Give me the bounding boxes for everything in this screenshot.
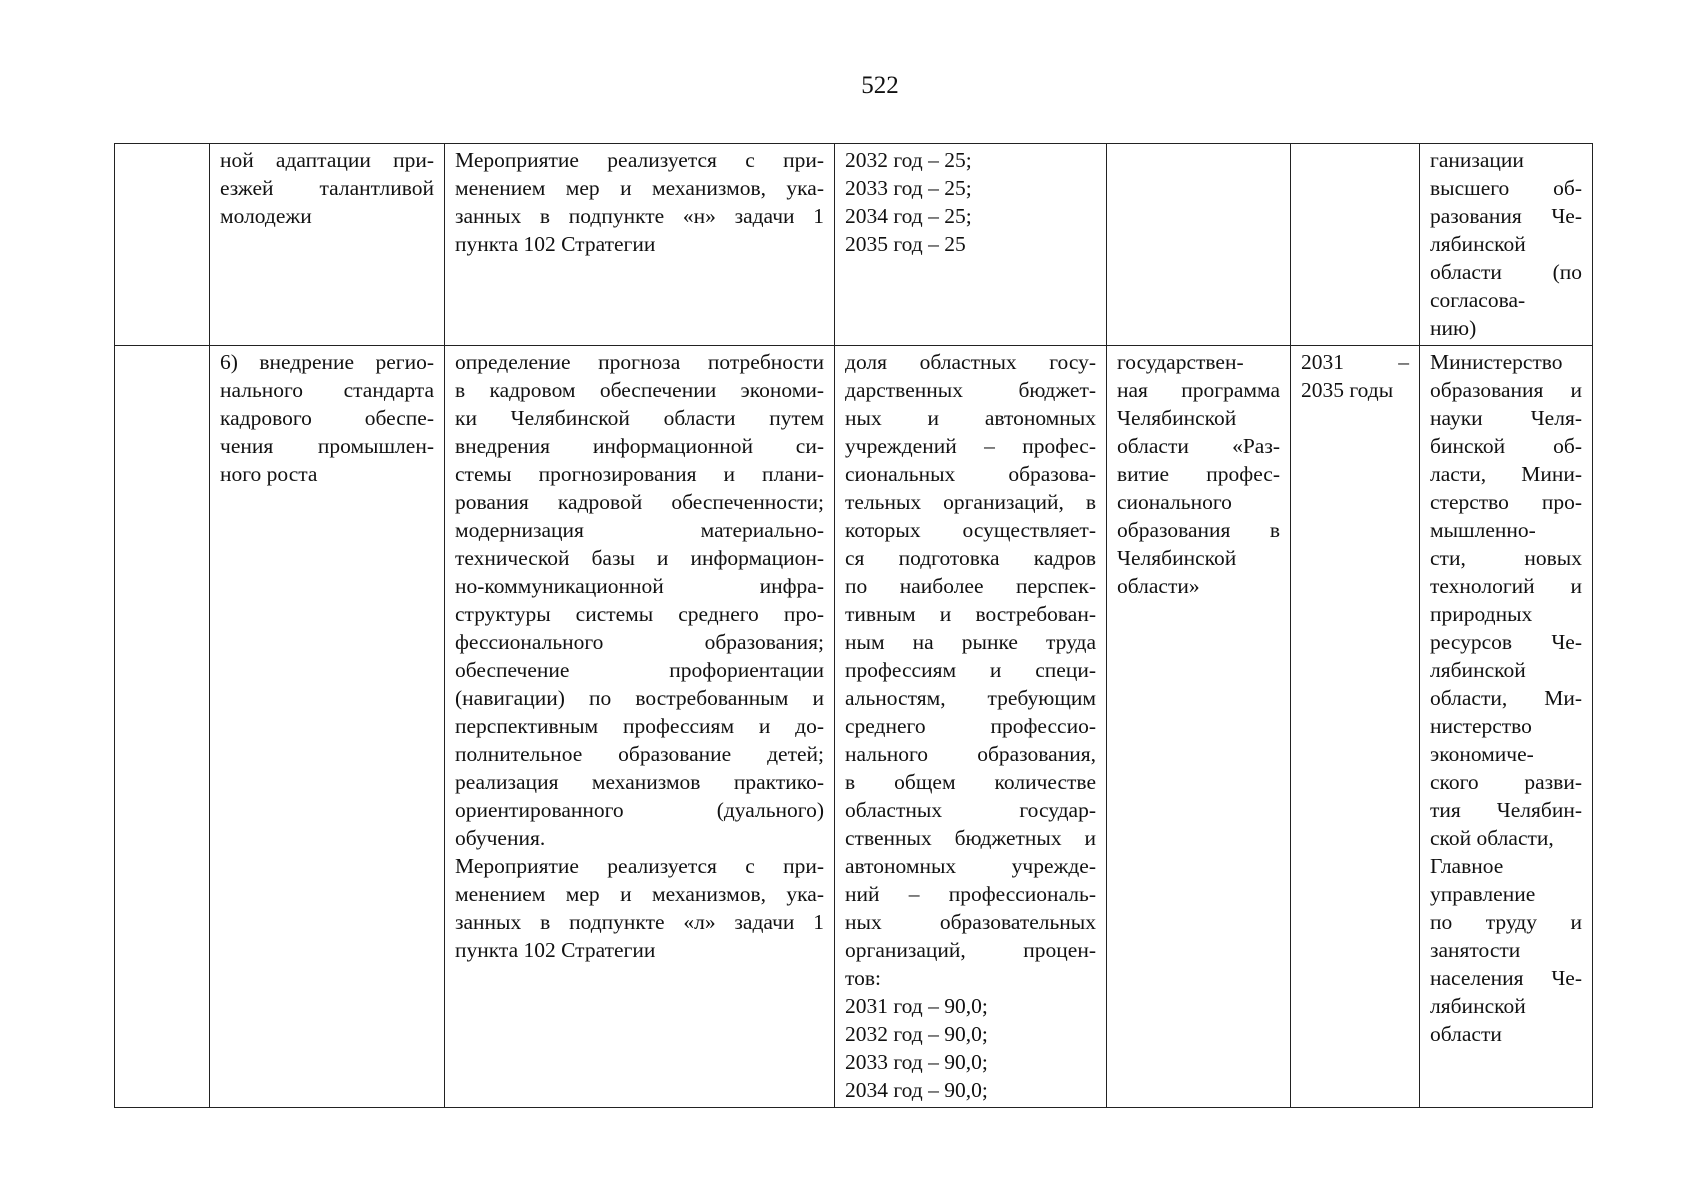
program-cell xyxy=(1107,144,1291,346)
cell-line: мышленно- xyxy=(1430,518,1536,542)
cell-line: технической базы и информацион- xyxy=(455,546,824,570)
cell-line: лябинской xyxy=(1430,658,1526,682)
cell-line: занных в подпункте «н» задачи 1 xyxy=(455,204,824,228)
cell-line: по труду и xyxy=(1430,910,1582,934)
cell-line: ных образовательных xyxy=(845,910,1096,934)
cell-line: ная программа xyxy=(1117,378,1280,402)
cell-line: автономных учрежде- xyxy=(845,854,1096,878)
cell-line: тов: xyxy=(845,966,881,990)
cell-line: областных государ- xyxy=(845,798,1096,822)
period-cell xyxy=(1291,144,1420,346)
mechanism-cell xyxy=(445,346,835,1108)
cell-line: но-коммуникационной инфра- xyxy=(455,574,824,598)
table-row xyxy=(115,346,1593,1108)
cell-line: 2035 год – 25 xyxy=(845,232,966,256)
cell-line: ной адаптации при- xyxy=(220,148,434,172)
cell-line: 6) внедрение регио- xyxy=(220,350,434,374)
cell-line: альностям, требующим xyxy=(845,686,1096,710)
cell-line: сионального xyxy=(1117,490,1232,514)
cell-line: занятости xyxy=(1430,938,1521,962)
cell-line: фессионального образования; xyxy=(455,630,824,654)
cell-line: молодежи xyxy=(220,204,312,228)
cell-line: ся подготовка кадров xyxy=(845,546,1096,570)
cell-line: науки Челя- xyxy=(1430,406,1582,430)
cell-line: сти, новых xyxy=(1430,546,1582,570)
cell-line: согласова- xyxy=(1430,288,1526,312)
cell-line: перспективным профессиям и до- xyxy=(455,714,824,738)
cell-line: ласти, Мини- xyxy=(1430,462,1582,486)
cell-line: области» xyxy=(1117,574,1200,598)
cell-line: нального стандарта xyxy=(220,378,434,402)
cell-line: стерство про- xyxy=(1430,490,1582,514)
indicator-cell xyxy=(835,346,1107,1108)
cell-line: Главное xyxy=(1430,854,1504,878)
cell-line: определение прогноза потребности xyxy=(455,350,824,374)
cell-line: Министерство xyxy=(1430,350,1563,374)
measure-name-cell xyxy=(210,144,445,346)
program-cell xyxy=(1107,346,1291,1108)
cell-line: тельных организаций, в xyxy=(845,490,1096,514)
cell-line: ных и автономных xyxy=(845,406,1096,430)
cell-line: образования в xyxy=(1117,518,1280,542)
cell-line: Мероприятие реализуется с при- xyxy=(455,854,824,878)
cell-line: области (по xyxy=(1430,260,1582,284)
cell-line: образования и xyxy=(1430,378,1582,402)
cell-line: государствен- xyxy=(1117,350,1244,374)
cell-line: Челябинской xyxy=(1117,546,1237,570)
cell-line: области xyxy=(1430,1022,1502,1046)
cell-line: дарственных бюджет- xyxy=(845,378,1096,402)
cell-line: внедрения информационной си- xyxy=(455,434,824,458)
cell-line: 2032 год – 25; xyxy=(845,148,972,172)
cell-line: ганизации xyxy=(1430,148,1524,172)
cell-line: ориентированного (дуального) xyxy=(455,798,824,822)
cell-line: менением мер и механизмов, ука- xyxy=(455,882,824,906)
row-number-cell xyxy=(115,144,210,346)
cell-line: технологий и xyxy=(1430,574,1582,598)
cell-line: учреждений – профес- xyxy=(845,434,1096,458)
cell-line: обучения. xyxy=(455,826,546,850)
cell-line: тия Челябин- xyxy=(1430,798,1582,822)
cell-line: стемы прогнозирования и плани- xyxy=(455,462,824,486)
cell-line: ственных бюджетных и xyxy=(845,826,1096,850)
row-number-cell xyxy=(115,346,210,1108)
cell-line: высшего об- xyxy=(1430,176,1582,200)
cell-line: управление xyxy=(1430,882,1536,906)
cell-line: пункта 102 Стратегии xyxy=(455,938,656,962)
cell-line: ным на рынке труда xyxy=(845,630,1096,654)
period-cell xyxy=(1291,346,1420,1108)
mechanism-cell xyxy=(445,144,835,346)
cell-line: 2033 год – 25; xyxy=(845,176,972,200)
cell-line: 2031 – xyxy=(1301,350,1409,374)
cell-line: области, Ми- xyxy=(1430,686,1582,710)
cell-line: сиональных образова- xyxy=(845,462,1096,486)
cell-line: рования кадровой обеспеченности; xyxy=(455,490,824,514)
cell-line: 2031 год – 90,0; xyxy=(845,994,988,1018)
cell-line: лябинской xyxy=(1430,994,1526,1018)
cell-line: лябинской xyxy=(1430,232,1526,256)
cell-line: ки Челябинской области путем xyxy=(455,406,824,430)
cell-line: модернизация материально- xyxy=(455,518,824,542)
cell-line: нию) xyxy=(1430,316,1477,340)
cell-line: чения промышлен- xyxy=(220,434,434,458)
cell-line: (навигации) по востребованным и xyxy=(455,686,824,710)
cell-line: 2032 год – 90,0; xyxy=(845,1022,988,1046)
cell-line: кадрового обеспе- xyxy=(220,406,434,430)
cell-line: пункта 102 Стратегии xyxy=(455,232,656,256)
cell-line: тивным и востребован- xyxy=(845,602,1096,626)
cell-line: доля областных госу- xyxy=(845,350,1096,374)
cell-line: области «Раз- xyxy=(1117,434,1280,458)
cell-line: населения Че- xyxy=(1430,966,1582,990)
cell-line: ний – профессиональ- xyxy=(845,882,1096,906)
cell-line: ского разви- xyxy=(1430,770,1582,794)
cell-line: нального образования, xyxy=(845,742,1096,766)
cell-line: полнительное образование детей; xyxy=(455,742,824,766)
table-row xyxy=(115,144,1593,346)
cell-line: 2033 год – 90,0; xyxy=(845,1050,988,1074)
measure-name-cell xyxy=(210,346,445,1108)
cell-line: экономиче- xyxy=(1430,742,1534,766)
responsible-cell xyxy=(1420,144,1593,346)
cell-line: разования Че- xyxy=(1430,204,1582,228)
cell-line: которых осуществляет- xyxy=(845,518,1096,542)
cell-line: обеспечение профориентации xyxy=(455,658,824,682)
cell-line: нистерство xyxy=(1430,714,1532,738)
cell-line: по наиболее перспек- xyxy=(845,574,1096,598)
cell-line: бинской об- xyxy=(1430,434,1582,458)
indicator-cell xyxy=(835,144,1107,346)
measures-table xyxy=(114,143,1593,1108)
cell-line: профессиям и специ- xyxy=(845,658,1096,682)
cell-line: природных xyxy=(1430,602,1533,626)
cell-line: в кадровом обеспечении экономи- xyxy=(455,378,824,402)
page-number: 522 xyxy=(861,72,899,99)
cell-line: Мероприятие реализуется с при- xyxy=(455,148,824,172)
cell-line: 2034 год – 90,0; xyxy=(845,1078,988,1102)
cell-line: 2035 годы xyxy=(1301,378,1394,402)
responsible-cell xyxy=(1420,346,1593,1108)
cell-line: организаций, процен- xyxy=(845,938,1096,962)
cell-line: Челябинской xyxy=(1117,406,1237,430)
cell-line: 2034 год – 25; xyxy=(845,204,972,228)
cell-line: ской области, xyxy=(1430,826,1554,850)
cell-line: занных в подпункте «л» задачи 1 xyxy=(455,910,824,934)
cell-line: ного роста xyxy=(220,462,318,486)
cell-line: витие профес- xyxy=(1117,462,1280,486)
cell-line: менением мер и механизмов, ука- xyxy=(455,176,824,200)
cell-line: среднего профессио- xyxy=(845,714,1096,738)
cell-line: в общем количестве xyxy=(845,770,1096,794)
cell-line: структуры системы среднего про- xyxy=(455,602,824,626)
cell-line: езжей талантливой xyxy=(220,176,434,200)
cell-line: реализация механизмов практико- xyxy=(455,770,824,794)
cell-line: ресурсов Че- xyxy=(1430,630,1582,654)
